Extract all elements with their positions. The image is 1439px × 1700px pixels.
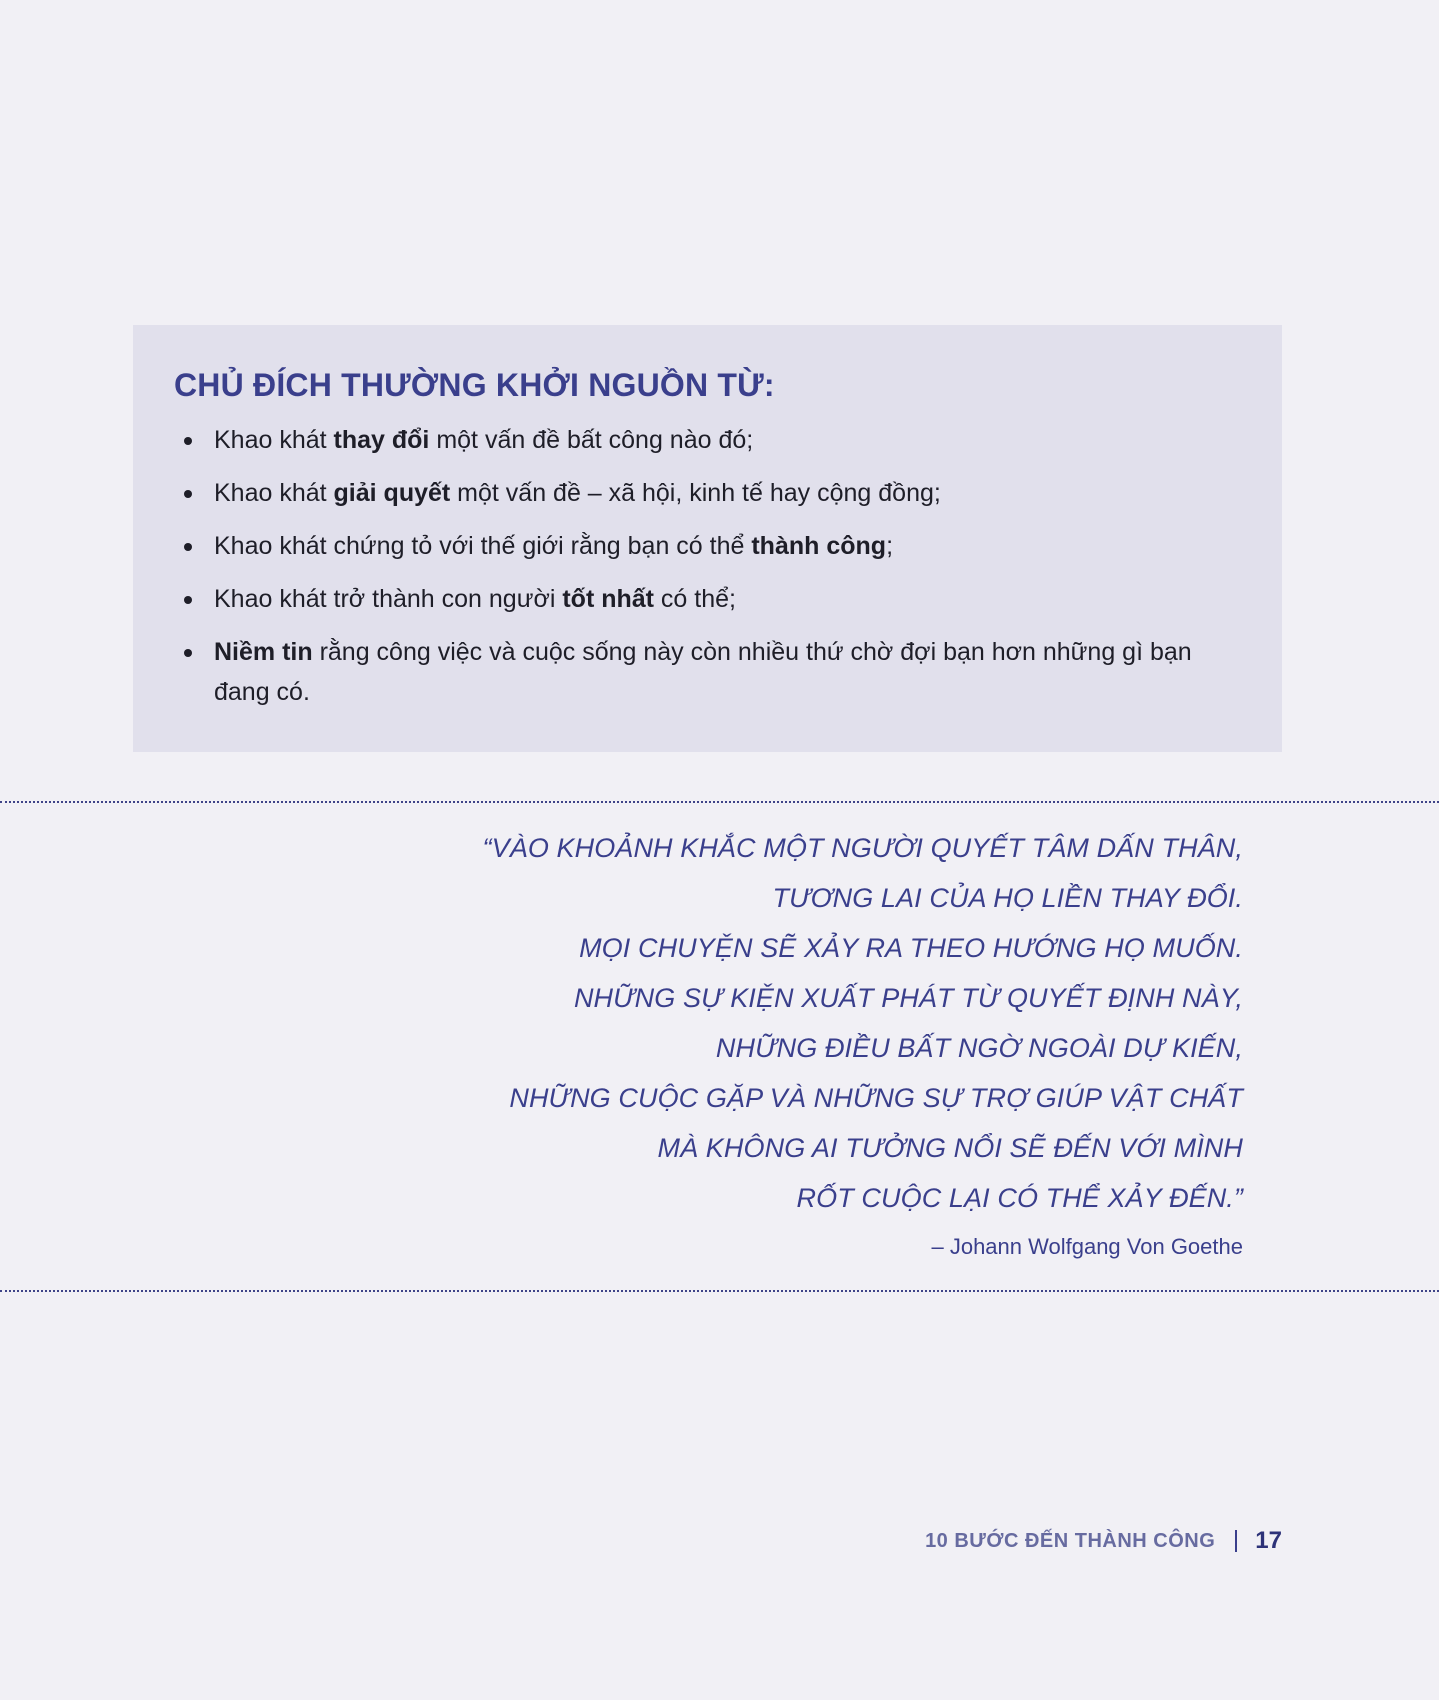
bullet-dot-icon (184, 490, 192, 498)
list-item (174, 420, 1242, 460)
quote-block (343, 823, 1243, 1223)
bullet-dot-icon (184, 649, 192, 657)
page-footer (925, 1526, 1282, 1556)
item-emphasis: thành công (751, 532, 887, 560)
item-emphasis: thay đổi (333, 426, 430, 454)
bullet-dot-icon (184, 543, 192, 551)
item-text: Khao khát (214, 479, 334, 507)
quote-line: MỌI CHUYỆN SẼ XẢY RA THEO HƯỚNG HỌ MUỐN. (579, 933, 1243, 963)
running-title: 10 BƯỚC ĐẾN THÀNH CÔNG (925, 1529, 1216, 1552)
list-item (174, 526, 1242, 566)
list-item (174, 579, 1242, 619)
quote-author: – Johann Wolfgang Von Goethe (931, 1234, 1243, 1259)
item-text: Khao khát (214, 426, 334, 454)
item-emphasis: Niềm tin (214, 638, 313, 666)
page-number: 17 (1255, 1527, 1282, 1554)
item-text: rằng công việc và cuộc sống này còn nhiều thứ chờ đợi bạn hơn những gì bạn đang có. (214, 638, 1192, 706)
quote-line: NHỮNG ĐIỀU BẤT NGỜ NGOÀI DỰ KIẾN, (715, 1033, 1243, 1063)
item-emphasis: giải quyết (333, 479, 451, 507)
list-item (174, 473, 1242, 513)
dotted-divider-bottom (0, 1290, 1439, 1292)
quote-line: RỐT CUỘC LẠI CÓ THỂ XẢY ĐẾN.” (796, 1183, 1243, 1213)
quote-line: NHỮNG CUỘC GẶP VÀ NHỮNG SỰ TRỢ GIÚP VẬT CHẤT (509, 1083, 1243, 1113)
bullet-list (174, 420, 1242, 712)
item-text: có thể; (653, 585, 736, 613)
highlight-box (133, 325, 1282, 752)
quote-line: NHỮNG SỰ KIỆN XUẤT PHÁT TỪ QUYẾT ĐỊNH NÀY, (573, 983, 1243, 1013)
footer-separator (1235, 1530, 1237, 1552)
bullet-dot-icon (184, 596, 192, 604)
bullet-dot-icon (184, 437, 192, 445)
item-text: một vấn đề bất công nào đó; (429, 426, 754, 454)
quote-line: “VÀO KHOẢNH KHẮC MỘT NGƯỜI QUYẾT TÂM DẤN THÂN, (482, 833, 1243, 863)
item-text: Khao khát trở thành con người (214, 585, 563, 613)
item-emphasis: tốt nhất (562, 585, 654, 613)
quote-line: MÀ KHÔNG AI TƯỞNG NỔI SẼ ĐẾN VỚI MÌNH (657, 1133, 1243, 1163)
item-text: Khao khát chứng tỏ với thế giới rằng bạn có thể (214, 532, 752, 560)
list-item (174, 632, 1242, 712)
item-text: ; (886, 532, 894, 560)
quote-line: TƯƠNG LAI CỦA HỌ LIỀN THAY ĐỔI. (772, 883, 1243, 913)
box-title: CHỦ ĐÍCH THƯỜNG KHỞI NGUỒN TỪ: (174, 367, 775, 403)
dotted-divider-top (0, 801, 1439, 803)
item-text: một vấn đề – xã hội, kinh tế hay cộng đồng; (450, 479, 941, 507)
